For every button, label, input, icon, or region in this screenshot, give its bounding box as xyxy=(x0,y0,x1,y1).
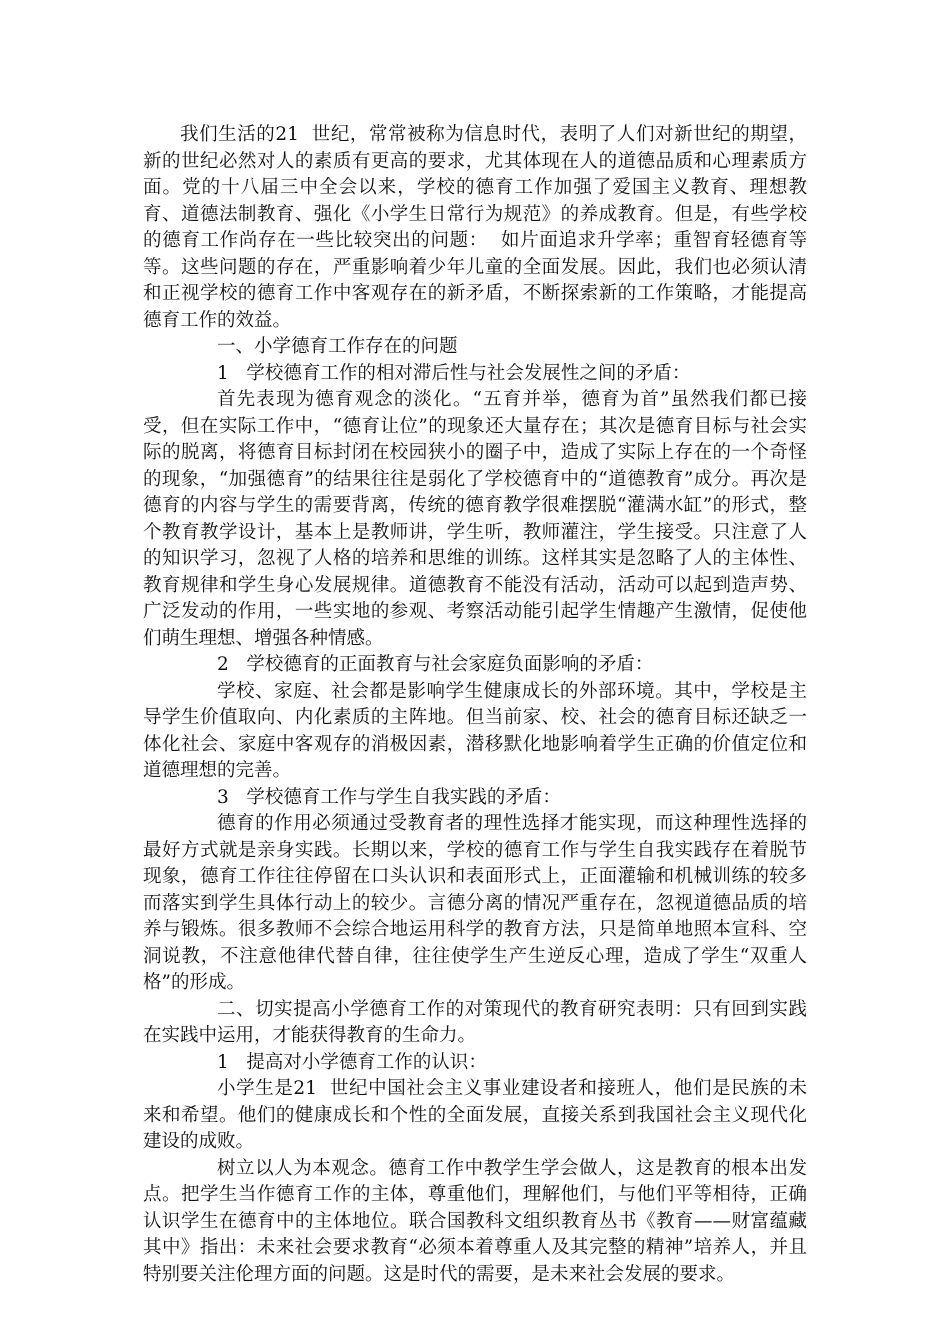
paragraph-1-3: 德育的作用必须通过受教育者的理性选择才能实现，而这种理性选择的最好方式就是亲身实践。长期以来，学校的德育工作与学生自我实践存在着脱节现象，德育工作往往停留在口头认识和表面形式上，正面灌输和机械训练的较多而落实到学生具体行动上的较少。言德分离的情况严重存在，忽视道德品质的培养与锻炼。很多教师不会综合地运用科学的教育方法，只是简单地照本宣科、空洞说教，不注意他律代替自律，往往使学生产生逆反心理，造成了学生“双重人格”的形成。 xyxy=(143,813,807,993)
subheading-1-2: 2 学校德育的正面教育与社会家庭负面影响的矛盾： xyxy=(217,654,654,675)
subheading-1-3: 3 学校德育工作与学生自我实践的矛盾： xyxy=(217,786,561,808)
section-heading-1: 一、小学德育工作存在的问题 xyxy=(217,336,458,357)
document-body xyxy=(143,122,807,1288)
section-heading-2: 二、切实提高小学德育工作的对策现代的教育研究表明：只有回到实践在实践中运用，才能获得教育的生命力。 xyxy=(143,998,807,1046)
paragraph-2-1: 小学生是21 世纪中国社会主义事业建设者和接班人，他们是民族的未来和希望。他们的健康成长和个性的全面发展，直接关系到我国社会主义现代化建设的成败。 xyxy=(143,1078,807,1152)
paragraph-1-2: 学校、家庭、社会都是影响学生健康成长的外部环境。其中，学校是主导学生价值取向、内化素质的主阵地。但当前家、校、社会的德育目标还缺乏一体化社会、家庭中客观存的消极因素，潜移默化地影响着学生正确的价值定位和道德理想的完善。 xyxy=(143,680,807,781)
subheading-1-1: 1 学校德育工作的相对滞后性与社会发展性之间的矛盾： xyxy=(217,362,691,384)
paragraph-2-2: 树立以人为本观念。德育工作中教学生学会做人，这是教育的根本出发点。把学生当作德育工作的主体，尊重他们，理解他们，与他们平等相待，正确认识学生在德育中的主体地位。联合国教科文组织教育丛书《教育——财富蕴藏其中》指出：未来社会要求教育“必须本着尊重人及其完整的精神”培养人，并且特别要关注伦理方面的问题。这是时代的需要，是未来社会发展的要求。 xyxy=(143,1157,807,1285)
subheading-2-1: 1 提高对小学德育工作的认识： xyxy=(217,1051,487,1073)
paragraph-1-1: 首先表现为德育观念的淡化。“五育并举，德育为首”虽然我们都已接受，但在实际工作中，“德育让位”的现象还大量存在；其次是德育目标与社会实际的脱离，将德育目标封闭在校园狭小的圈子中，造成了实际上存在的一个奇怪的现象，“加强德育”的结果往往是弱化了学校德育中的“道德教育”成分。再次是德育的内容与学生的需要背离，传统的德育教学很难摆脱“灌满水缸”的形式，整个教育教学设计，基本上是教师讲，学生听，教师灌注，学生接受。只注意了人的知识学习，忽视了人格的培养和思维的训练。这样其实是忽略了人的主体性、教育规律和学生身心发展规律。道德教育不能没有活动，活动可以起到造声势、广泛发动的作用，一些实地的参观、考察活动能引起学生情趣产生激情，促使他们萌生理想、增强各种情感。 xyxy=(143,389,807,649)
paragraph-intro: 我们生活的21 世纪，常常被称为信息时代，表明了人们对新世纪的期望，新的世纪必然对人的素质有更高的要求，尤其体现在人的道德品质和心理素质方面。党的十八届三中全会以来，学校的德育工作加强了爱国主义教育、理想教育、道德法制教育、强化《小学生日常行为规范》的养成教育。但是，有些学校的德育工作尚存在一些比较突出的问题： 如片面追求升学率；重智育轻德育等等。这些问题的存在，严重影响着少年儿童的全面发展。因此，我们也必须认清和正视学校的德育工作中客观存在的新矛盾，不断探索新的工作策略，才能提高德育工作的效益。 xyxy=(143,124,807,331)
